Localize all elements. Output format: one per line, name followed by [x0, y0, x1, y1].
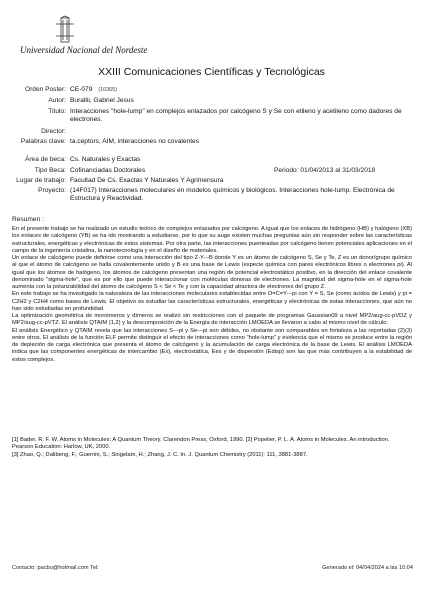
titulo-value: Interacciones "hole-lump" en complejos enlazados por calcógeno S y Se con etileno y acetileno como dadores de electrones.	[70, 108, 402, 123]
proyecto-value: (14F017) Interacciones moleculares en modelos químicos y biológicos. Interacciones hole-lump. Electrónica de Estructura y Reactividad.	[70, 187, 395, 202]
generated-date: Generado el: 04/04/2024 a las 10:04	[322, 565, 413, 571]
resumen-paragraph: En el presente trabajo se ha realizado un estudio teórico de complejos enlazados por calcógeno. A igual que los enlaces de hidrógeno (HB) y halógeno (XB) los enlaces de calcógeno (YB) se ha ido mostrando a estudiarse, por lo que su auge existen muchas preguntas aún sin responder sobre las características estructurales, energéticas y electrónicas de estos sistemas. Por otra parte, las interacciones puenteadas por calcógeno tienen potenciales aplicaciones en el campo de la ingeniería cristalina, la nanotecnología y en el diseño de materiales.	[12, 226, 412, 254]
contact-info: Contacto: pacbu@hotmail.com Tel:	[12, 565, 99, 571]
palabras-value: ta.ceptors, AIM, interacciones no covalentes	[70, 138, 200, 145]
resumen-heading: Resumen :	[12, 216, 44, 223]
area-label: Área de beca:	[24, 156, 66, 163]
periodo-value: Periodo: 01/04/2013 al 31/03/2018	[274, 167, 376, 174]
orden-id: (10365)	[98, 87, 117, 93]
resumen-paragraph: En este trabajo se ha investigado la naturaleza de las interacciones moleculares establecidas entre O=C=Y---pi con Y = S, Se (como ácidos de Lewis) y pi = C2H2 y C2H4 como bases de Lewis. El objetivo es estudiar las características estructurales, energéticas y electrónicas de estas interacciones, que aún no han sido estudiadas en profundidad.	[12, 291, 412, 312]
autor-value: Burallii, Gabriel Jesus	[70, 97, 134, 104]
orden-code: CE-079	[70, 86, 93, 93]
resumen-paragraph: Un enlace de calcógeno puede definirse como una interacción del tipo Z-Y---B donde Y es un átomo de calcógeno S, Se y Te, Z es un donor/grupo químico al que el átomo de calcógeno se halla covalentemente unido y B es una base de Lewis (especie química con pares electrónicos libres o electrones pi). Al igual que los átomos de halógeno, los átomos de calcógeno presentan una región de potencial electrostático positivo, en la dirección del enlace covalente denominado "sigma-hole", que es por ello que puede interaccionar con moléculas donoras de electrones. La magnitud del sigma-hole en el sigma-hole aumenta con la polarizabilidad del átomo de calcógeno S < Se < Te y con la capacidad atractora de electrones del grupo Z.	[12, 255, 412, 290]
orden-value	[70, 86, 405, 94]
titulo-label: Titulo:	[48, 108, 66, 115]
proyecto-label: Proyecto:	[38, 187, 66, 194]
lugar-label: Lugar de trabajo:	[16, 177, 66, 184]
orden-label: Orden Poster:	[24, 86, 66, 93]
director-label: Director:	[41, 128, 66, 135]
reference-item: [3] Zhao, Q.; Dalibeng, F.; Guerrini, S.; Singelam, H.; Zhang, J. C. In. J. Quantum Chemistry (2011): 111, 3881-3887.	[12, 451, 308, 458]
tipo-label: Tipo Beca:	[34, 167, 66, 174]
university-name: Universidad Nacional del Nordeste	[20, 45, 148, 55]
resumen-body	[12, 226, 412, 364]
resumen-paragraph: El análisis Energético y QTAIM revela que las interacciones S---pi y Se---pi son débiles, no obstante son comparables en fortaleza a las reportadas (2)(3) entre otros. El análisis de la función ELF permite distinguir el efecto de interacciones como "hole-lump" y evidencia que el mismo se produce entre la región de depleción de carga electrónica que presenta el átomo de calcógeno y la acumulación de carga electrónica de la base de Lewis. El análisis LMOEDA indica que las componentes energéticas de intercambio (Ex), electrostática, Ees y de dispersión (Edisp) son las que más contribuyen a la estabilidad de estos complejos.	[12, 327, 412, 363]
palabras-label: Palabras clave:	[20, 138, 66, 145]
reference-item: [1] Bader, R. F. W. Atoms in Molecules: A Quantum Theory. Clarendon Press, Oxford, 1990. [2] Popelier, P. L. A. Atoms in Molecules. An introduction. Pearson Education: Harlow, UK, 2000.	[12, 437, 390, 451]
resumen-paragraph: La optimización geométrica de monómeros y dímeros se realizó sin restricciones con el paquete de programas Gaussian09 a nivel MP2/aug-cc-pVDZ y MP2/aug-cc-pVTZ. El análisis QTAIM (1,2) y la descomposición de la Energía de interacción LMOEDA se llevaron a cabo al mismo nivel de cálculo.	[12, 313, 412, 327]
area-value: Cs. Naturales y Exactas	[70, 156, 141, 163]
tipo-value: Cofinanciadas Doctorales	[70, 167, 146, 174]
references	[12, 437, 412, 459]
page-title: XXIII Comunicaciones Científicas y Tecnológicas	[98, 66, 325, 78]
university-seal-icon	[20, 14, 110, 46]
autor-label: Autor:	[48, 97, 66, 104]
lugar-value: Facultad De Cs. Exactas Y Naturales Y Agrimensura	[70, 177, 224, 184]
